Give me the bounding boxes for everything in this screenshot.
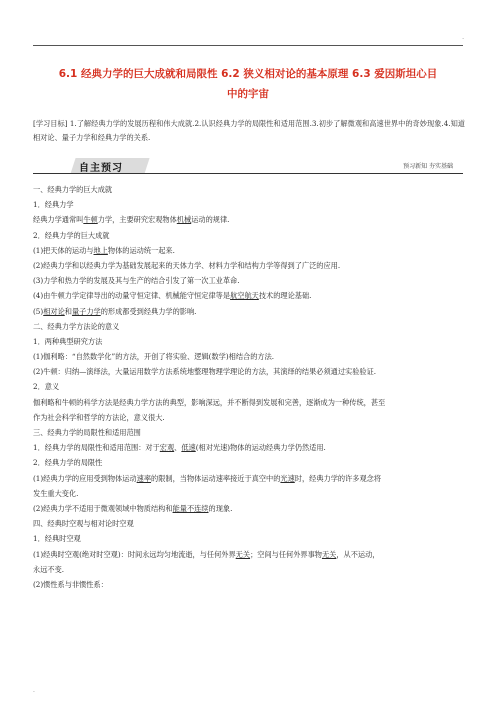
underlined-term: 量子力学 (71, 306, 101, 316)
text-run: ；空间与任何外界事物 (250, 549, 322, 559)
body-line (33, 228, 465, 243)
header-rule (33, 45, 463, 46)
banner-label: 自主预习 (79, 163, 123, 174)
body-line (33, 471, 465, 486)
text-run: (1)经典时空观(绝对时空观)：时间永远均匀地流逝，与任何外界 (33, 549, 236, 559)
body-line (33, 562, 465, 577)
body-line (33, 182, 465, 197)
learning-goals: [学习目标] 1.了解经典力学的发展历程和伟大成就.2.认识经典力学的局限性和适用范围.3.初步了解微观和高速世界中的奇妙现象.4.知道相对论、量子力学和经典力学的关系. (33, 119, 465, 142)
body-line (33, 258, 465, 273)
text-run: (2)经典力学不适用于微观领域中物质结构和 (33, 503, 173, 513)
body-line (33, 243, 465, 258)
text-run: (4)由牛顿力学定律导出的动量守恒定律、机械能守恒定律等是 (33, 291, 231, 301)
page-title-line-2: 中的宇宙 (227, 88, 269, 100)
underlined-term: 机械 (176, 215, 192, 225)
footer-mark: . (33, 687, 35, 694)
banner-right-text: 预习新知 夯实基础 (403, 163, 453, 170)
body-line (33, 425, 465, 440)
text-run: 2．经典力学的局限性 (33, 458, 103, 468)
underlined-term: 地上 (93, 245, 108, 255)
text-run: (2)惯性系与非惯性系： (33, 579, 108, 589)
body-line (33, 364, 465, 379)
body-line (33, 334, 465, 349)
text-run: 的限制，当物体运动速率接近于真空中的 (151, 473, 281, 483)
text-run: 伽利略和牛顿的科学方法是经典力学方法的典型，影响深远，并不断得到发展和完善，逐渐成为一种传统，甚至 (33, 397, 386, 407)
body-line (33, 288, 465, 303)
underlined-term: 速率 (136, 473, 152, 483)
body-line (33, 531, 465, 546)
underlined-term: 相对论 (43, 306, 65, 316)
body-line (33, 395, 465, 410)
text-run: 1．两种典型研究方法 (33, 336, 103, 346)
body-line (33, 304, 465, 319)
text-run: 2．经典力学的巨大成就 (33, 230, 110, 240)
body-line (33, 577, 465, 592)
body-line (33, 440, 465, 455)
body-line (33, 516, 465, 531)
text-run: 一、经典力学的巨大成就 (33, 185, 113, 194)
text-run: (2)经典力学和以经典力学为基础发展起来的天体力学、材料力学和结构力学等得到了广泛的应用. (33, 260, 341, 270)
text-run: 和 (64, 306, 72, 316)
underlined-term: 光速 (280, 473, 295, 483)
text-run: 1．经典力学的局限性和适用范围：对于 (33, 443, 160, 453)
banner-rule (33, 173, 463, 174)
text-run: 1．经典时空观 (33, 534, 81, 544)
body-line (33, 486, 465, 501)
underlined-term: 航空航天 (230, 291, 259, 301)
body-line (33, 212, 465, 227)
text-run: 的形成都受到经典力学的影响. (100, 306, 197, 316)
text-run: (1)经典力学的应用受到物体运动 (33, 473, 137, 483)
underlined-term: 能量不连续 (172, 503, 209, 513)
body-line (33, 455, 465, 470)
text-run: 作为社会科学和哲学的方法论，意义很大. (33, 412, 165, 422)
underlined-term: 宏观 (159, 443, 175, 453)
body-line (33, 379, 465, 394)
page-title-line-1: 6.1 经典力学的巨大成就和局限性 6.2 狭义相对论的基本原理 6.3 爱因斯坦心目 (58, 68, 438, 80)
text-run: (1)伽利略：“自然数学化”的方法，开创了将实验、逻辑(数学)相结合的方法. (33, 352, 275, 362)
section-banner (33, 158, 463, 174)
body-line (33, 273, 465, 288)
body-line (33, 547, 465, 562)
text-run: 1．经典力学 (33, 200, 74, 210)
text-run: ，从不运动， (336, 549, 380, 559)
body-line (33, 501, 465, 516)
text-run: 二、经典力学方法论的意义 (33, 321, 120, 331)
body-line (33, 349, 465, 364)
text-run: 永远不变. (33, 564, 65, 574)
body-text (33, 182, 465, 592)
text-run: 力学，主要研究宏观物体 (97, 215, 177, 225)
text-run: 、 (174, 443, 182, 453)
text-run: 的现象. (208, 503, 233, 513)
text-run: 运动的规律. (191, 215, 230, 225)
body-line (33, 410, 465, 425)
text-run: (1)把天体的运动与 (33, 245, 94, 255)
underlined-term: 牛顿 (83, 215, 98, 225)
text-run: (5) (33, 306, 44, 316)
text-run: (2)牛顿：归纳—演绎法，大量运用数学方法系统地整理物理学理论的方法，其演绎的结果必须通过实验验证. (33, 367, 377, 377)
text-run: (3)力学和热力学的发展及其与生产的结合引发了第一次工业革命. (33, 276, 240, 286)
text-run: (相对光速)物体的运动经典力学仍然适用. (195, 443, 326, 453)
body-line (33, 197, 465, 212)
underlined-term: 低速 (181, 443, 196, 453)
text-run: 四、经典时空观与相对论时空观 (33, 519, 134, 529)
text-run: 经典力学通常叫 (33, 215, 84, 225)
underlined-term: 无关 (321, 549, 337, 559)
text-run: 2．意义 (33, 382, 60, 392)
text-run: 技术的理论基础. (258, 291, 312, 301)
body-line (33, 319, 465, 334)
underlined-term: 无关 (235, 549, 251, 559)
text-run: 发生重大变化. (33, 488, 79, 498)
corner-mark: . (462, 34, 464, 41)
text-run: 三、经典力学的局限性和适用范围 (33, 428, 141, 437)
text-run: 物体的运动统一起来. (107, 245, 175, 255)
text-run: 时，经典力学的许多观念将 (294, 473, 382, 483)
